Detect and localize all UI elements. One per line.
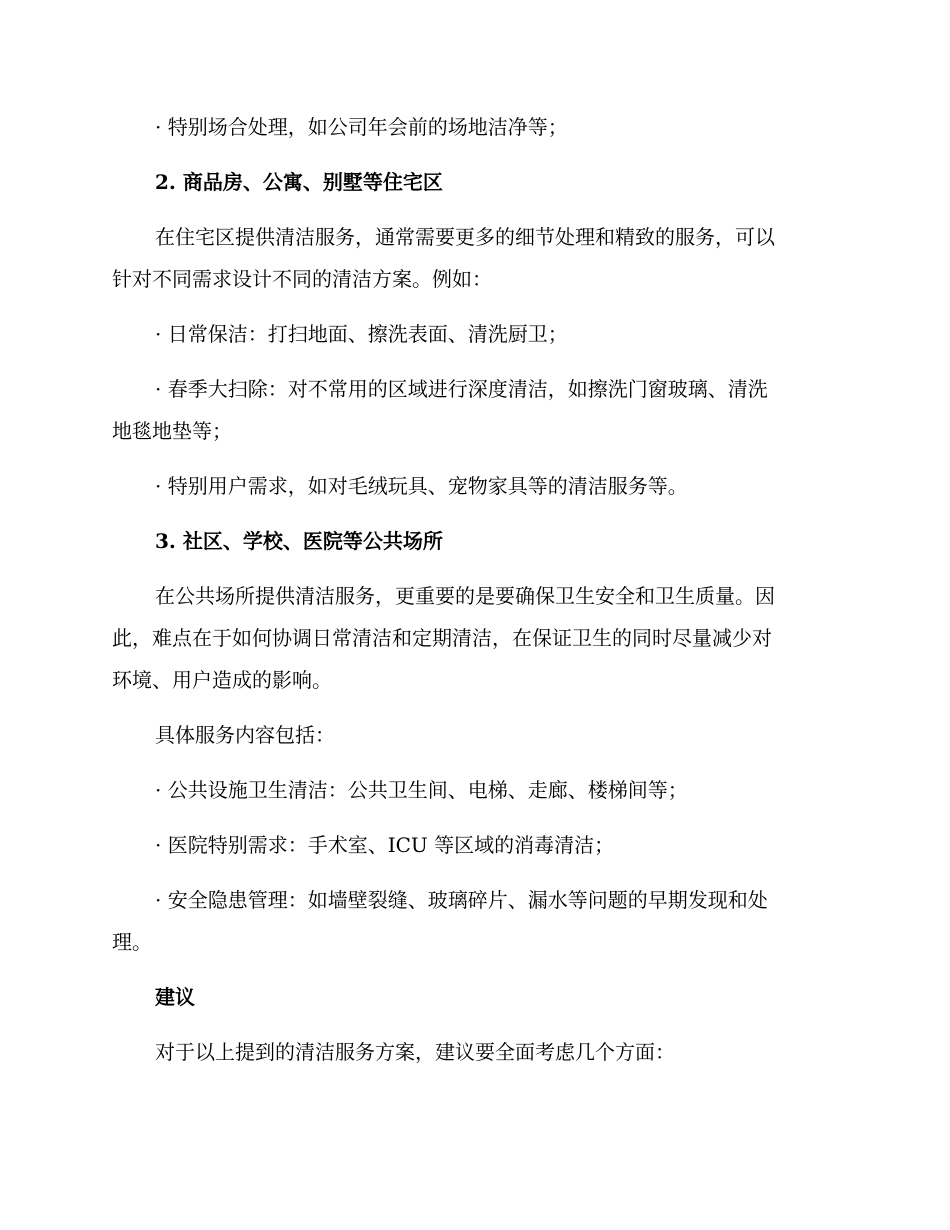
bullet-public-facilities bbox=[112, 769, 832, 811]
paragraph-residential-intro bbox=[112, 216, 832, 300]
bullet-daily-cleaning bbox=[112, 313, 832, 355]
text-line: 环境、用户造成的影响。 bbox=[112, 668, 332, 692]
text-line: · 特别场合处理，如公司年会前的场地洁净等； bbox=[155, 115, 568, 139]
section-heading-suggestions bbox=[112, 976, 832, 1018]
text-line: · 安全隐患管理：如墙壁裂缝、玻璃碎片、漏水等问题的早期发现和处 bbox=[155, 888, 768, 912]
heading-text: 2. 商品房、公寓、别墅等住宅区 bbox=[155, 170, 443, 194]
text-line: · 日常保洁：打扫地面、擦洗表面、清洗厨卫； bbox=[155, 322, 568, 346]
paragraph-service-content bbox=[112, 714, 832, 756]
text-line: · 春季大扫除：对不常用的区域进行深度清洁，如擦洗门窗玻璃、清洗 bbox=[155, 377, 768, 401]
text-line: 具体服务内容包括： bbox=[155, 723, 335, 747]
text-line: 在住宅区提供清洁服务，通常需要更多的细节处理和精致的服务，可以 bbox=[155, 225, 775, 249]
heading-text: 建议 bbox=[155, 985, 195, 1009]
paragraph-public-places-intro bbox=[112, 575, 832, 701]
bullet-spring-cleaning bbox=[112, 368, 832, 452]
bullet-safety-hazards bbox=[112, 879, 832, 963]
bullet-hospital-needs bbox=[112, 824, 832, 866]
text-line: 地毯地垫等； bbox=[112, 419, 232, 443]
text-line: 此，难点在于如何协调日常清洁和定期清洁，在保证卫生的同时尽量减少对 bbox=[112, 626, 772, 650]
heading-text: 3. 社区、学校、医院等公共场所 bbox=[155, 529, 443, 553]
text-line: 对于以上提到的清洁服务方案，建议要全面考虑几个方面： bbox=[155, 1040, 675, 1064]
text-line: · 医院特别需求：手术室、ICU 等区域的消毒清洁； bbox=[155, 833, 615, 857]
section-heading-residential bbox=[112, 161, 832, 203]
section-heading-public-places bbox=[112, 520, 832, 562]
text-line: 在公共场所提供清洁服务，更重要的是要确保卫生安全和卫生质量。因 bbox=[155, 584, 775, 608]
text-line: · 公共设施卫生清洁：公共卫生间、电梯、走廊、楼梯间等； bbox=[155, 778, 688, 802]
text-line: · 特别用户需求，如对毛绒玩具、宠物家具等的清洁服务等。 bbox=[155, 474, 688, 498]
bullet-special-occasions bbox=[112, 106, 832, 148]
text-line: 理。 bbox=[112, 930, 152, 954]
bullet-special-user-needs bbox=[112, 465, 832, 507]
paragraph-suggestions-intro bbox=[112, 1031, 832, 1073]
text-line: 针对不同需求设计不同的清洁方案。例如： bbox=[112, 267, 492, 291]
